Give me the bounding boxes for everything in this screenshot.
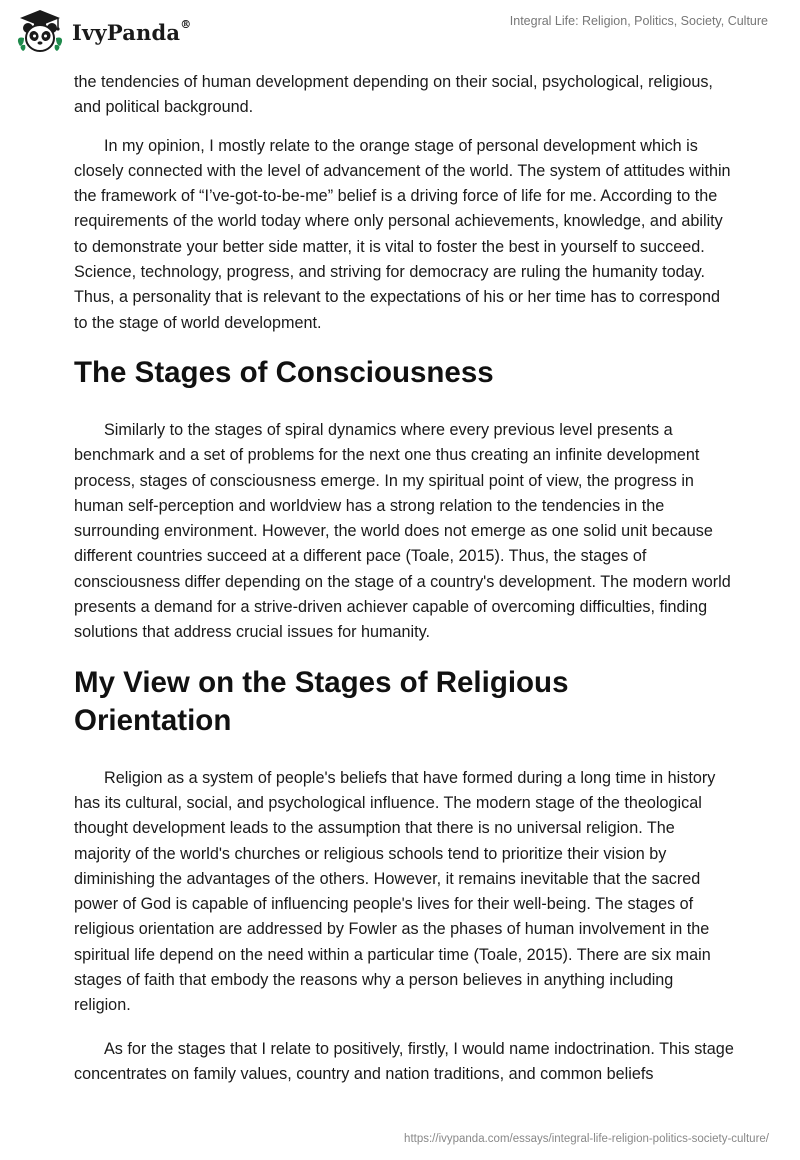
paragraph-indoctrination: As for the stages that I relate to positively, firstly, I would name indoctrination. This stage concentrates on family values, country and nation traditions, and common beliefs [74, 1039, 734, 1083]
panda-graduation-cap-icon [14, 8, 66, 56]
page-header [0, 0, 800, 72]
logo-wordmark: IvyPanda® [72, 17, 192, 45]
heading-religious-orientation: My View on the Stages of Religious Orientation [74, 665, 569, 737]
ivypanda-logo[interactable] [14, 8, 191, 56]
heading-stages-of-consciousness: The Stages of Consciousness [74, 355, 494, 389]
source-url[interactable]: https://ivypanda.com/essays/integral-life-religion-politics-society-culture/ [404, 1133, 769, 1145]
paragraph-consciousness: Similarly to the stages of spiral dynamics where every previous level presents a benchmark and a set of problems for the next one thus creating an infinite development process, stages of consciousness emerge. In my spiritual point of view, the progress in human self-perception and worldview has a strong relation to the tendencies in the surrounding environment. However, the world does not emerge as one solid unit because different countries succeed at a different pace (Toale, 2015). Thus, the stages of consciousness differ depending on the stage of a country's development. The modern world presents a demand for a strive-driven achiever capable of overcoming difficulties, finding solutions that address crucial issues for humanity. [74, 420, 731, 642]
paragraph-continuation: the tendencies of human development depending on their social, psychological, religious, and political background. [74, 73, 713, 117]
registered-mark: ® [180, 17, 192, 31]
paragraph-orange-stage: In my opinion, I mostly relate to the orange stage of personal development which is closely connected with the level of advancement of the world. The system of attitudes within the framework of “I’ve-got-to-be-me” belief is a driving force of life for me. According to the requirements of the world today where only personal achievements, knowledge, and ability to demonstrate your better side matter, it is vital to foster the best in yourself to succeed. Science, technology, progress, and striving for democracy are ruling the humanity today. Thus, a personality that is relevant to the expectations of his or her time has to correspond to the stage of world development. [74, 136, 731, 332]
document-title: Integral Life: Religion, Politics, Society, Culture [509, 14, 768, 28]
essay-content [74, 70, 734, 1105]
paragraph-religion: Religion as a system of people's beliefs that have formed during a long time in history has its cultural, social, and psychological influence. The modern stage of the theological thought development leads to the assumption that there is no universal religion. The majority of the world's churches or religious schools tend to prioritize their vision by diminishing the advantages of the others. However, it remains inevitable that the sacred power of God is capable of influencing people's lives for their well-being. The stages of religious orientation are addressed by Fowler as the phases of human involvement in the spiritual life depend on the need within a particular time (Toale, 2015). There are six main stages of faith that embody the reasons why a person believes in anything including religion. [74, 768, 716, 1015]
